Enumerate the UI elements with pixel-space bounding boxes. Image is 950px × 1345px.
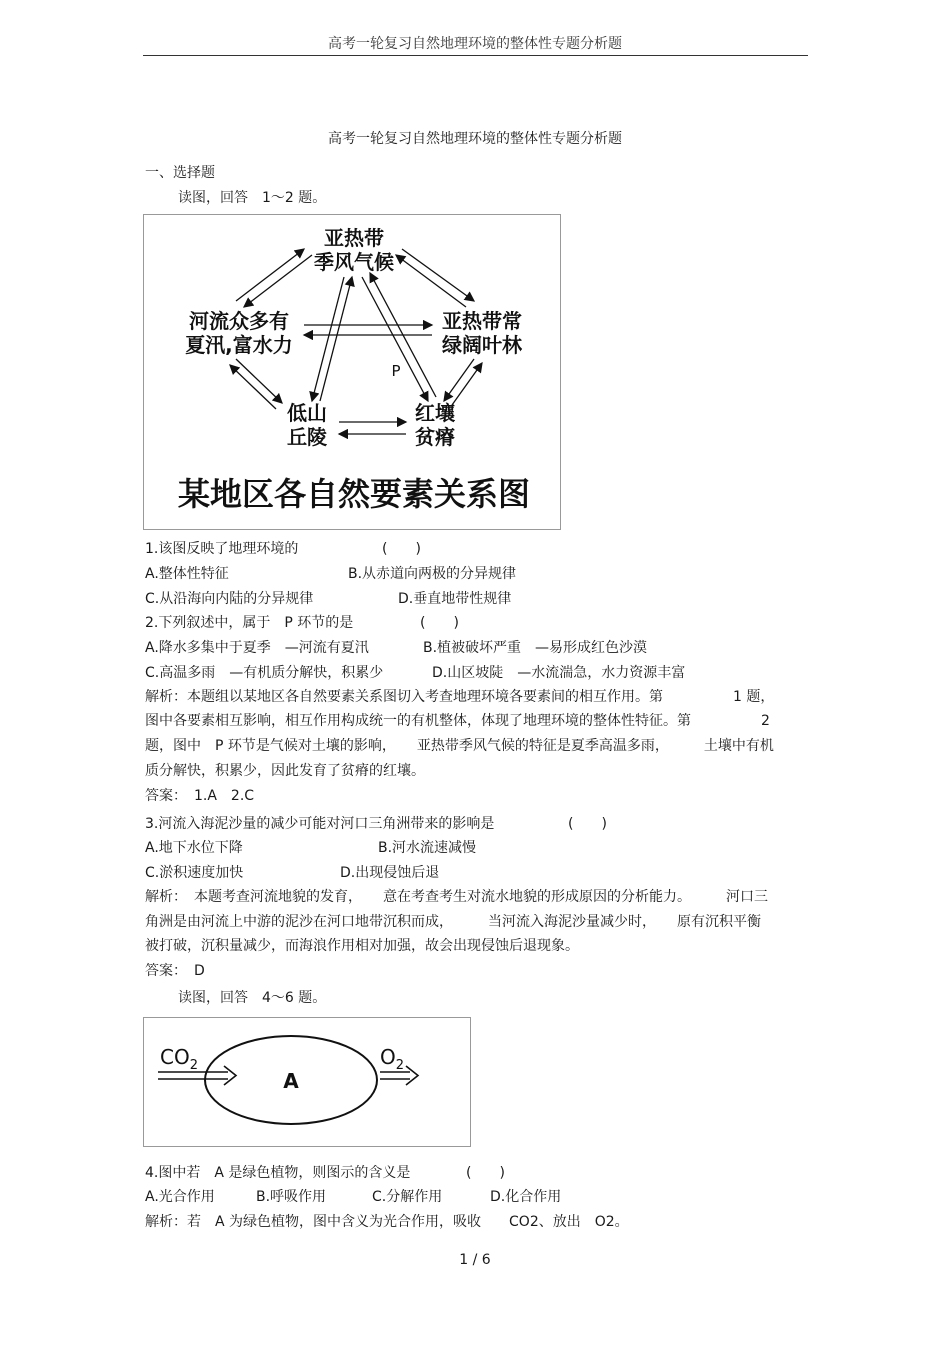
analysis12-line4: 质分解快，积累少，因此发育了贫瘠的红壤。 [145,763,425,779]
arrow-river-to-hills [236,359,282,403]
node-soil-line1: 红壤 [415,401,455,425]
q4-option-c: C.分解作用 [372,1189,443,1205]
figure-caption: 某地区各自然要素关系图 [177,475,531,513]
q2-option-a: A.降水多集中于夏季 —河流有夏汛 [145,640,369,656]
analysis3-line3: 被打破，沉积量减少，而海浪作用相对加强，故会出现侵蚀后退现象。 [145,938,579,954]
co2-label-sub: 2 [189,1058,198,1073]
q2-option-d: D.山区坡陡 —水流湍急，水力资源丰富 [432,665,686,681]
q3-option-a: A.地下水位下降 [145,840,243,856]
header-rule [143,55,808,56]
node-soil-line2: 贫瘠 [415,425,455,449]
analysis12-line1: 解析：本题组以某地区各自然要素关系图切入考查地理环境各要素间的相互作用。第 1 题， [145,689,775,705]
co2-label-main: CO [160,1045,190,1069]
page-number: 1 / 6 [459,1252,491,1268]
arrow-climate-to-soil-p [362,277,428,401]
label-p: P [391,362,401,380]
arrow-hills-to-river [230,365,276,409]
node-hills-line1: 低山 [287,401,327,425]
co2-arrow-head [224,1066,236,1085]
node-river-line2: 夏汛,富水力 [185,333,293,357]
o2-label-main: O [380,1045,396,1069]
node-river-line1: 河流众多有 [189,309,289,333]
q1-option-b: B.从赤道向两极的分异规律 [348,566,517,582]
analysis3-line2: 角洲是由河流上中游的泥沙在河口地带沉积而成， 当河流入海泥沙量减少时， 原有沉积平衡 [145,914,761,930]
q2-option-c: C.高温多雨 —有机质分解快，积累少 [145,665,384,681]
q3-option-b: B.河水流速减慢 [378,840,477,856]
analysis12-line3: 题，图中 P 环节是气候对土壤的影响， 亚热带季风气候的特征是夏季高温多雨， 土壤中有机 [145,738,774,754]
analysis12-line2: 图中各要素相互影响，相互作用构成统一的有机整体，体现了地理环境的整体性特征。第 2 [145,713,770,729]
q2-paren: ( ) [420,615,459,631]
analysis3-line1: 解析： 本题考查河流地貌的发育， 意在考查考生对流水地貌的形成原因的分析能力。 河口三 [145,889,768,905]
q1-option-a: A.整体性特征 [145,566,229,582]
q4-stem: 4.图中若 A 是绿色植物，则图示的含义是 [145,1165,411,1181]
q4-option-b: B.呼吸作用 [256,1189,327,1205]
question-intro: 读图，回答 1～2 题。 [178,190,327,206]
q4-paren: ( ) [466,1165,505,1181]
photosynthesis-diagram [143,1017,471,1147]
q2-stem: 2.下列叙述中，属于 P 环节的是 [145,615,354,631]
arrow-river-to-climate [236,249,304,301]
question-intro-4-6: 读图，回答 4～6 题。 [178,990,327,1006]
q3-option-d: D.出现侵蚀后退 [340,865,440,881]
co2-label [160,1045,198,1073]
node-forest-line2: 绿阔叶林 [442,333,522,357]
q4-option-a: A.光合作用 [145,1189,215,1205]
q3-paren: ( ) [568,816,607,832]
running-header: 高考一轮复习自然地理环境的整体性专题分析题 [328,36,622,52]
document-title: 高考一轮复习自然地理环境的整体性专题分析题 [328,131,622,147]
arrow-forest-to-climate [396,255,466,307]
section-heading: 一、选择题 [145,165,215,181]
q2-option-b: B.植被破坏严重 —易形成红色沙漠 [423,640,648,656]
arrow-climate-to-forest [402,249,474,301]
answer3: 答案： D [145,963,205,979]
o2-label [380,1045,404,1073]
node-climate-line1: 亚热带 [324,226,384,250]
relationship-diagram [143,214,561,530]
node-climate-line2: 季风气候 [314,250,394,274]
analysis4: 解析：若 A 为绿色植物，图中含义为光合作用，吸收 CO2、放出 O2。 [145,1214,629,1230]
arrow-climate-to-river [244,255,312,307]
answer12: 答案： 1.A 2.C [145,788,255,804]
o2-label-sub: 2 [395,1058,405,1073]
q1-paren: ( ) [382,541,421,557]
node-hills-line2: 丘陵 [287,425,327,449]
q3-stem: 3.河流入海泥沙量的减少可能对河口三角洲带来的影响是 [145,816,495,832]
arrow-climate-to-hills [312,277,344,401]
q1-stem: 1.该图反映了地理环境的 [145,541,299,557]
q1-option-d: D.垂直地带性规律 [398,591,512,607]
photosynthesis-diagram-svg [144,1018,470,1146]
arrow-hills-to-climate [320,277,352,401]
q3-option-c: C.淤积速度加快 [145,865,244,881]
relationship-diagram-svg [144,215,560,529]
organism-label: A [283,1069,299,1093]
q1-option-c: C.从沿海向内陆的分异规律 [145,591,314,607]
q4-option-d: D.化合作用 [490,1189,562,1205]
node-forest-line1: 亚热带常 [442,309,522,333]
o2-arrow-head [406,1066,418,1085]
